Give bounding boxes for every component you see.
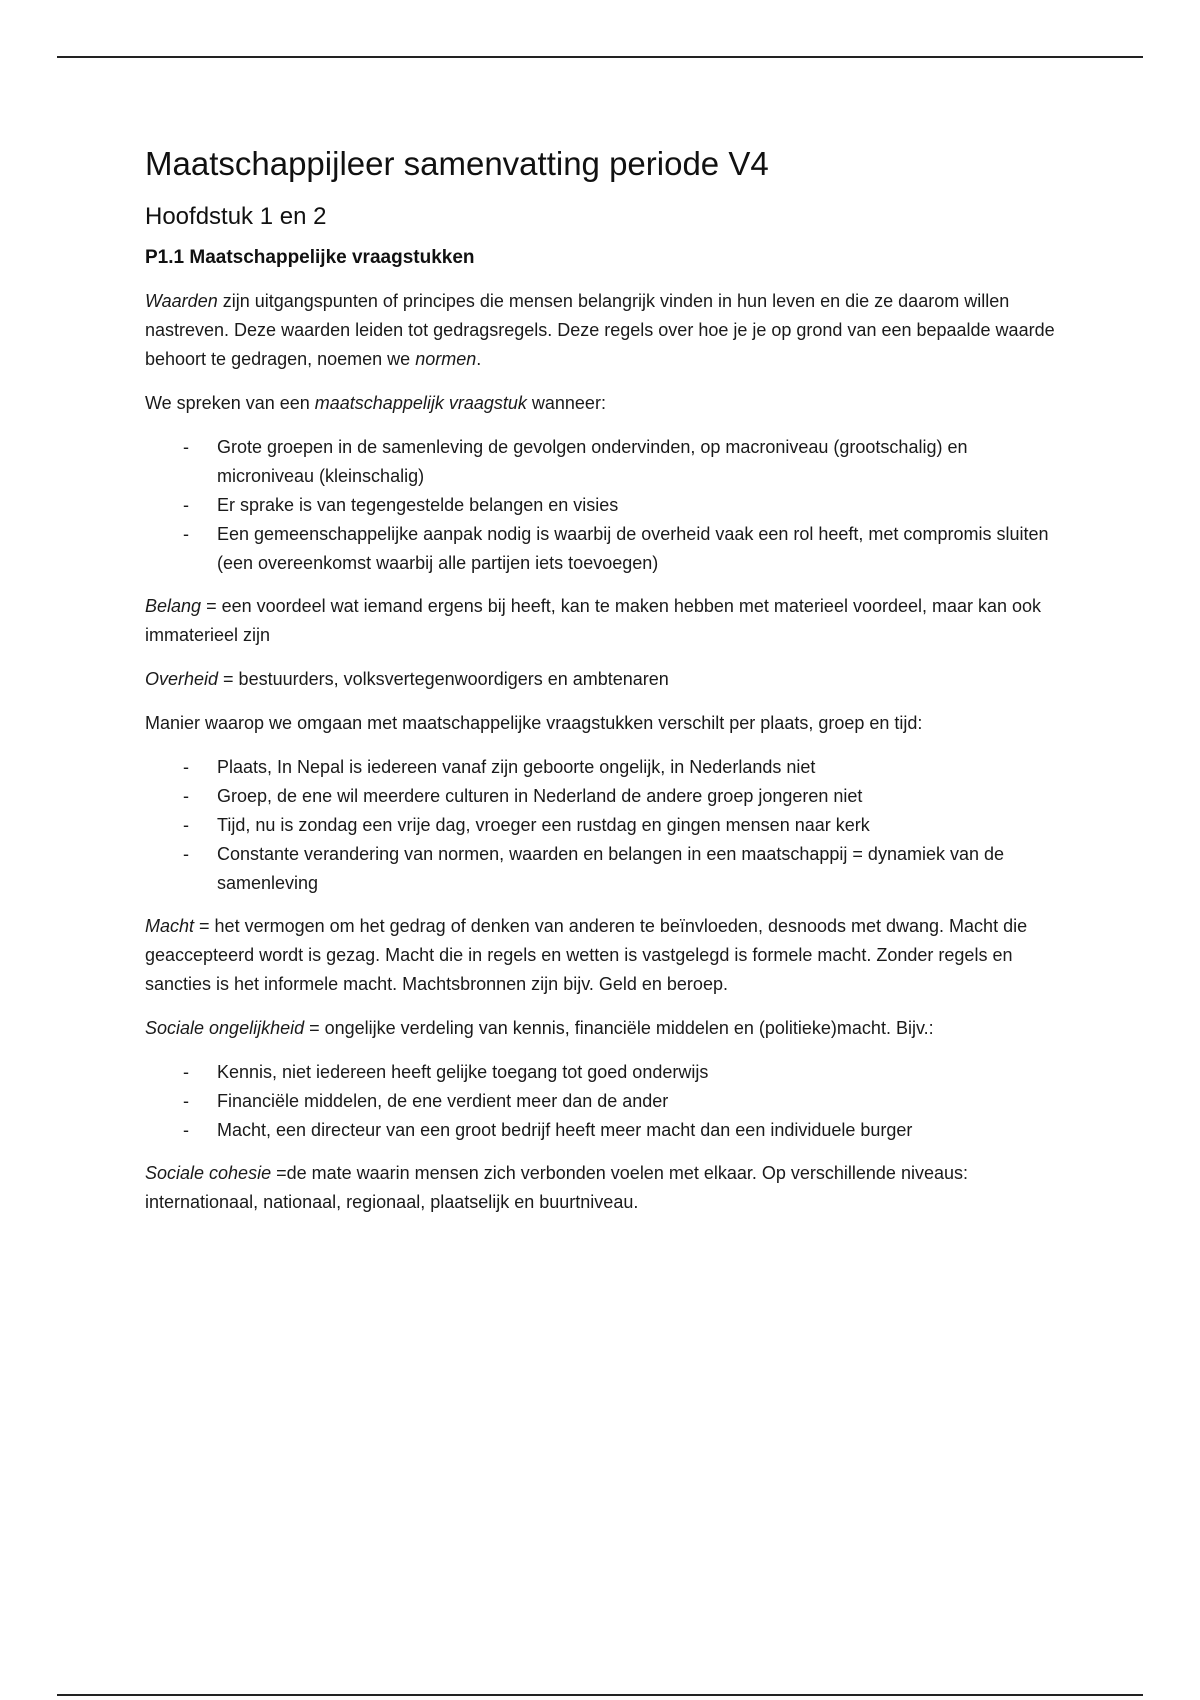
list-item	[145, 811, 1065, 840]
paragraph-sociale-cohesie	[145, 1159, 1065, 1217]
list-item	[145, 1087, 1065, 1116]
term-sociale-ongelijkheid: Sociale ongelijkheid	[145, 1017, 305, 1038]
list-ongelijkheid	[145, 1058, 1065, 1145]
dash-bullet: -	[183, 843, 189, 864]
term-sociale-cohesie: Sociale cohesie	[145, 1162, 272, 1183]
paragraph-belang	[145, 592, 1065, 650]
list-item	[145, 433, 1065, 491]
list-item	[145, 782, 1065, 811]
list-item	[145, 520, 1065, 578]
paragraph-text: = een voordeel wat iemand ergens bij heeft, kan te maken hebben met materieel voordeel, maar kan ook immaterieel zijn	[145, 595, 1042, 645]
dash-bullet: -	[183, 523, 189, 544]
paragraph-manier: Manier waarop we omgaan met maatschappelijke vraagstukken verschilt per plaats, groep en tijd:	[145, 712, 923, 733]
dash-bullet: -	[183, 1061, 189, 1082]
list-item	[145, 1058, 1065, 1087]
dash-bullet: -	[183, 785, 189, 806]
list-manier	[145, 753, 1065, 898]
bottom-rule	[57, 1694, 1143, 1696]
paragraph-text: We spreken van een	[145, 392, 315, 413]
paragraph-sociale-ongelijkheid	[145, 1014, 1065, 1043]
dash-bullet: -	[183, 1090, 189, 1111]
paragraph-text: = ongelijke verdeling van kennis, financiële middelen en (politieke)macht. Bijv.:	[304, 1017, 934, 1038]
list-item-text: Plaats, In Nepal is iedereen vanaf zijn geboorte ongelijk, in Nederlands niet	[217, 756, 816, 777]
paragraph-text: = bestuurders, volksvertegenwoordigers en ambtenaren	[218, 668, 669, 689]
paragraph-macht	[145, 912, 1065, 999]
list-item-text: Kennis, niet iedereen heeft gelijke toegang tot goed onderwijs	[217, 1061, 709, 1082]
list-item-text: Macht, een directeur van een groot bedrijf heeft meer macht dan een individuele burger	[217, 1119, 913, 1140]
list-item-text: Groep, de ene wil meerdere culturen in Nederland de andere groep jongeren niet	[217, 785, 863, 806]
section-heading: P1.1 Maatschappelijke vraagstukken	[145, 247, 475, 269]
paragraph-overheid	[145, 665, 1065, 694]
term-waarden: Waarden	[145, 290, 218, 311]
paragraph-text: = het vermogen om het gedrag of denken van anderen te beïnvloeden, desnoods met dwang. Macht die geaccepteerd wordt is gezag. Macht die in regels en wetten is vastgelegd is formele macht. Zonder regels en sancties is het informele macht. Machtsbronnen zijn bijv. Geld en beroep.	[145, 915, 1028, 994]
term-normen: normen	[415, 348, 477, 369]
list-item-text: Grote groepen in de samenleving de gevolgen ondervinden, op macroniveau (grootschalig) en microniveau (kleinschalig)	[217, 436, 968, 486]
list-item	[145, 753, 1065, 782]
list-item	[145, 1116, 1065, 1145]
list-item-text: Tijd, nu is zondag een vrije dag, vroeger een rustdag en gingen mensen naar kerk	[217, 814, 870, 835]
document-body	[145, 143, 1065, 1232]
dash-bullet: -	[183, 814, 189, 835]
list-vraagstuk	[145, 433, 1065, 578]
list-item-text: Financiële middelen, de ene verdient meer dan de ander	[217, 1090, 669, 1111]
term-belang: Belang	[145, 595, 202, 616]
paragraph-text: .	[476, 348, 482, 369]
paragraph-text: zijn uitgangspunten of principes die mensen belangrijk vinden in hun leven en die ze daarom willen nastreven. Deze waarden leiden tot gedragsregels. Deze regels over hoe je je op grond van een bepaalde waarde behoort te gedragen, noemen we	[145, 290, 1055, 369]
paragraph-waarden	[145, 287, 1065, 374]
paragraph-vraagstuk	[145, 389, 1065, 418]
term-macht: Macht	[145, 915, 195, 936]
dash-bullet: -	[183, 494, 189, 515]
term-maatschappelijk-vraagstuk: maatschappelijk vraagstuk	[314, 392, 527, 413]
dash-bullet: -	[183, 436, 189, 457]
dash-bullet: -	[183, 756, 189, 777]
list-item	[145, 491, 1065, 520]
dash-bullet: -	[183, 1119, 189, 1140]
chapter-subtitle: Hoofdstuk 1 en 2	[145, 203, 327, 231]
list-item-text: Constante verandering van normen, waarden en belangen in een maatschappij = dynamiek van de samenleving	[217, 843, 1005, 893]
list-item-text: Er sprake is van tegengestelde belangen en visies	[217, 494, 619, 515]
list-item	[145, 840, 1065, 898]
paragraph-text: =de mate waarin mensen zich verbonden voelen met elkaar. Op verschillende niveaus: internationaal, nationaal, regionaal, plaatselijk en buurtniveau.	[145, 1162, 968, 1212]
document-title: Maatschappijleer samenvatting periode V4	[145, 145, 769, 182]
paragraph-text: wanneer:	[526, 392, 606, 413]
top-rule	[57, 56, 1143, 58]
list-item-text: Een gemeenschappelijke aanpak nodig is waarbij de overheid vaak een rol heeft, met compromis sluiten (een overeenkomst waarbij alle partijen iets toevoegen)	[217, 523, 1049, 573]
term-overheid: Overheid	[145, 668, 219, 689]
